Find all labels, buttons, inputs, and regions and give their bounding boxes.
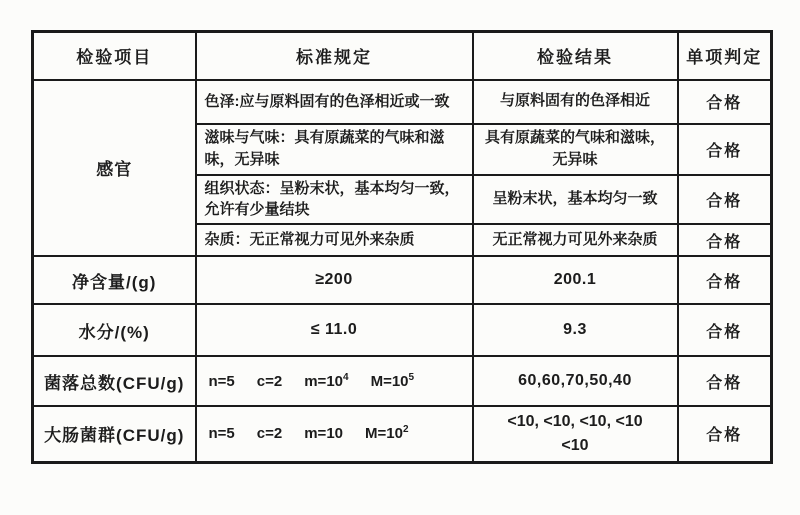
- table-row-total-plate-count: [33, 356, 772, 406]
- standard-text: 组织状态：呈粉末状，基本均匀一致，: [204, 179, 460, 197]
- coliform-M-exponent: 2: [402, 424, 409, 436]
- table-row-net-content: [33, 256, 772, 304]
- net-content-verdict-cell: 合格: [678, 256, 772, 304]
- header-standard-requirement: 标准规定: [196, 32, 473, 80]
- standard-text: 滋味与气味：具有原蔬菜的气味和滋: [204, 129, 445, 147]
- net-content-item-cell: 净含量/(g): [33, 256, 196, 304]
- tpc-c-value: c=2: [256, 372, 283, 390]
- table-row-moisture: [33, 304, 772, 356]
- coliform-result-cell: [473, 406, 678, 462]
- impurity-result-cell: [473, 224, 678, 256]
- texture-standard-cell: [196, 175, 473, 225]
- result-text: <10: [561, 436, 589, 454]
- moisture-item-cell: 水分/(%): [33, 304, 196, 356]
- net-content-standard-cell: ≥200: [196, 256, 473, 304]
- result-text: 与原料固有的色泽相近: [499, 92, 650, 110]
- tpc-M-value: $M=10^5$: [370, 371, 415, 390]
- coliform-item-cell: 大肠菌群(CFU/g): [33, 406, 196, 462]
- coliform-verdict-cell: 合格: [678, 406, 772, 462]
- color-standard-cell: [196, 80, 473, 124]
- result-text: 无异味: [552, 151, 598, 168]
- header-inspection-result: 检验结果: [473, 32, 678, 80]
- tpc-m-value: $m=10^4$: [304, 371, 349, 390]
- color-verdict-cell: 合格: [678, 80, 772, 124]
- sensory-group-cell: 感官: [33, 80, 196, 257]
- taste-verdict-cell: 合格: [678, 124, 772, 175]
- standard-text: 色泽:应与原料固有的色泽相近或一致: [204, 92, 450, 110]
- table-header-row: [33, 32, 772, 80]
- impurity-verdict-cell: 合格: [678, 224, 772, 256]
- standard-text: 杂质：无正常视力可见外来杂质: [204, 231, 415, 249]
- standard-text: 允许有少量结块: [204, 201, 310, 219]
- tpc-verdict-cell: 合格: [678, 356, 772, 406]
- coliform-standard-cell: [196, 406, 473, 462]
- taste-standard-cell: [196, 124, 473, 175]
- result-text: <10, <10, <10, <10: [507, 412, 643, 430]
- tpc-n-value: n=5: [208, 372, 235, 390]
- moisture-standard-cell: ≤ 11.0: [196, 304, 473, 356]
- tpc-M-exponent: 5: [408, 371, 415, 383]
- result-text: 无正常视力可见外来杂质: [492, 230, 658, 248]
- coliform-c-value: c=2: [256, 425, 283, 443]
- tpc-standard-cell: [196, 356, 473, 406]
- table-row-coliform: [33, 406, 772, 462]
- result-text: 具有原蔬菜的气味和滋味，: [484, 128, 665, 146]
- color-result-cell: [473, 80, 678, 124]
- tpc-item-cell: 菌落总数(CFU/g): [33, 356, 196, 406]
- texture-verdict-cell: 合格: [678, 175, 772, 225]
- tpc-m-exponent: 4: [343, 371, 349, 383]
- moisture-result-cell: 9.3: [473, 304, 678, 356]
- impurity-standard-cell: [196, 224, 473, 256]
- texture-result-cell: [473, 175, 678, 225]
- table-row-sensory-color: [33, 80, 772, 124]
- taste-result-cell: [473, 124, 678, 175]
- coliform-n-value: n=5: [208, 425, 235, 443]
- standard-text: 味，无异味: [204, 151, 280, 168]
- tpc-result-cell: 60,60,70,50,40: [473, 356, 678, 406]
- header-inspection-item: 检验项目: [33, 32, 196, 80]
- header-single-item-judgment: 单项判定: [678, 32, 772, 80]
- net-content-result-cell: 200.1: [473, 256, 678, 304]
- coliform-m-value: m=10: [304, 425, 344, 443]
- moisture-verdict-cell: 合格: [678, 304, 772, 356]
- coliform-M-value: $M=10^2$: [365, 424, 409, 443]
- inspection-result-table: [31, 30, 773, 464]
- result-text: 呈粉末状，基本均匀一致: [492, 190, 658, 207]
